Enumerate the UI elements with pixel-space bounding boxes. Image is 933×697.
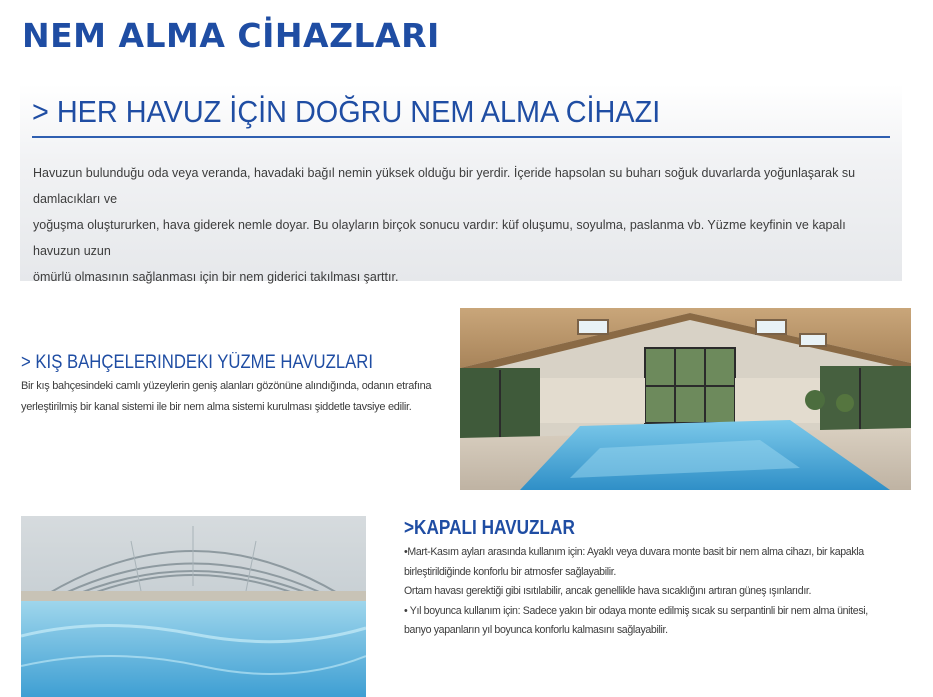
indoor-pools-paragraph: [404, 543, 914, 641]
intro-line: Havuzun bulunduğu oda veya veranda, havadaki bağıl nemin yüksek olduğu bir yerdir. İçeride hapsolan su buharı soğuk duvarlarda yoğunlaşarak su damlacıkları ve: [33, 166, 856, 206]
intro-paragraph: [33, 160, 883, 290]
intro-line: ömürlü olmasının sağlanması için bir nem giderici takılması şarttır.: [33, 270, 399, 284]
winter-gardens-line: Bir kış bahçesindeki camlı yüzeylerin geniş alanları gözönüne alındığında, odanın etrafına: [21, 380, 432, 392]
indoor-pools-line: Ortam havası gerektiği gibi ısıtılabilir, ancak genellikle hava sıcaklığını artıran güneş ışınlarıdır.: [404, 585, 812, 597]
heading-divider: [32, 136, 890, 138]
page-title: NEM ALMA CİHAZLARI: [22, 16, 440, 55]
covered-pool-photo: [21, 516, 366, 697]
indoor-pools-line: banyo yapanların yıl boyunca konforlu kalmasını sağlayabilir.: [404, 624, 668, 636]
winter-gardens-paragraph: [21, 376, 461, 418]
winter-garden-pool-photo: [460, 308, 911, 490]
intro-line: yoğuşma oluştururken, hava giderek nemle doyar. Bu olayların birçok sonucu vardır: küf oluşumu, soyulma, paslanma vb. Yüzme keyfinin ve kapalı havuzun uzun: [33, 218, 846, 258]
indoor-pools-line: • Yıl boyunca kullanım için: Sadece yakın bir odaya monte edilmiş sıcak su serpantinli bir nem alma ünitesi,: [404, 604, 868, 617]
winter-gardens-heading: > KIŞ BAHÇELERINDEKI YÜZME HAVUZLARI: [21, 352, 373, 373]
indoor-pools-heading: >KAPALI HAVUZLAR: [404, 517, 575, 539]
intro-heading: > HER HAVUZ İÇİN DOĞRU NEM ALMA CİHAZI: [32, 94, 661, 129]
indoor-pools-line: birleştirildiğinde konforlu bir atmosfer sağlayabilir.: [404, 565, 616, 578]
indoor-pools-line: •Mart-Kasım ayları arasında kullanım için: Ayaklı veya duvara monte basit bir nem alma cihazı, bir kapakla: [404, 546, 864, 558]
winter-gardens-line: yerleştirilmiş bir kanal sistemi ile bir nem alma sistemi kurulması şiddetle tavsiye edilir.: [21, 401, 412, 413]
